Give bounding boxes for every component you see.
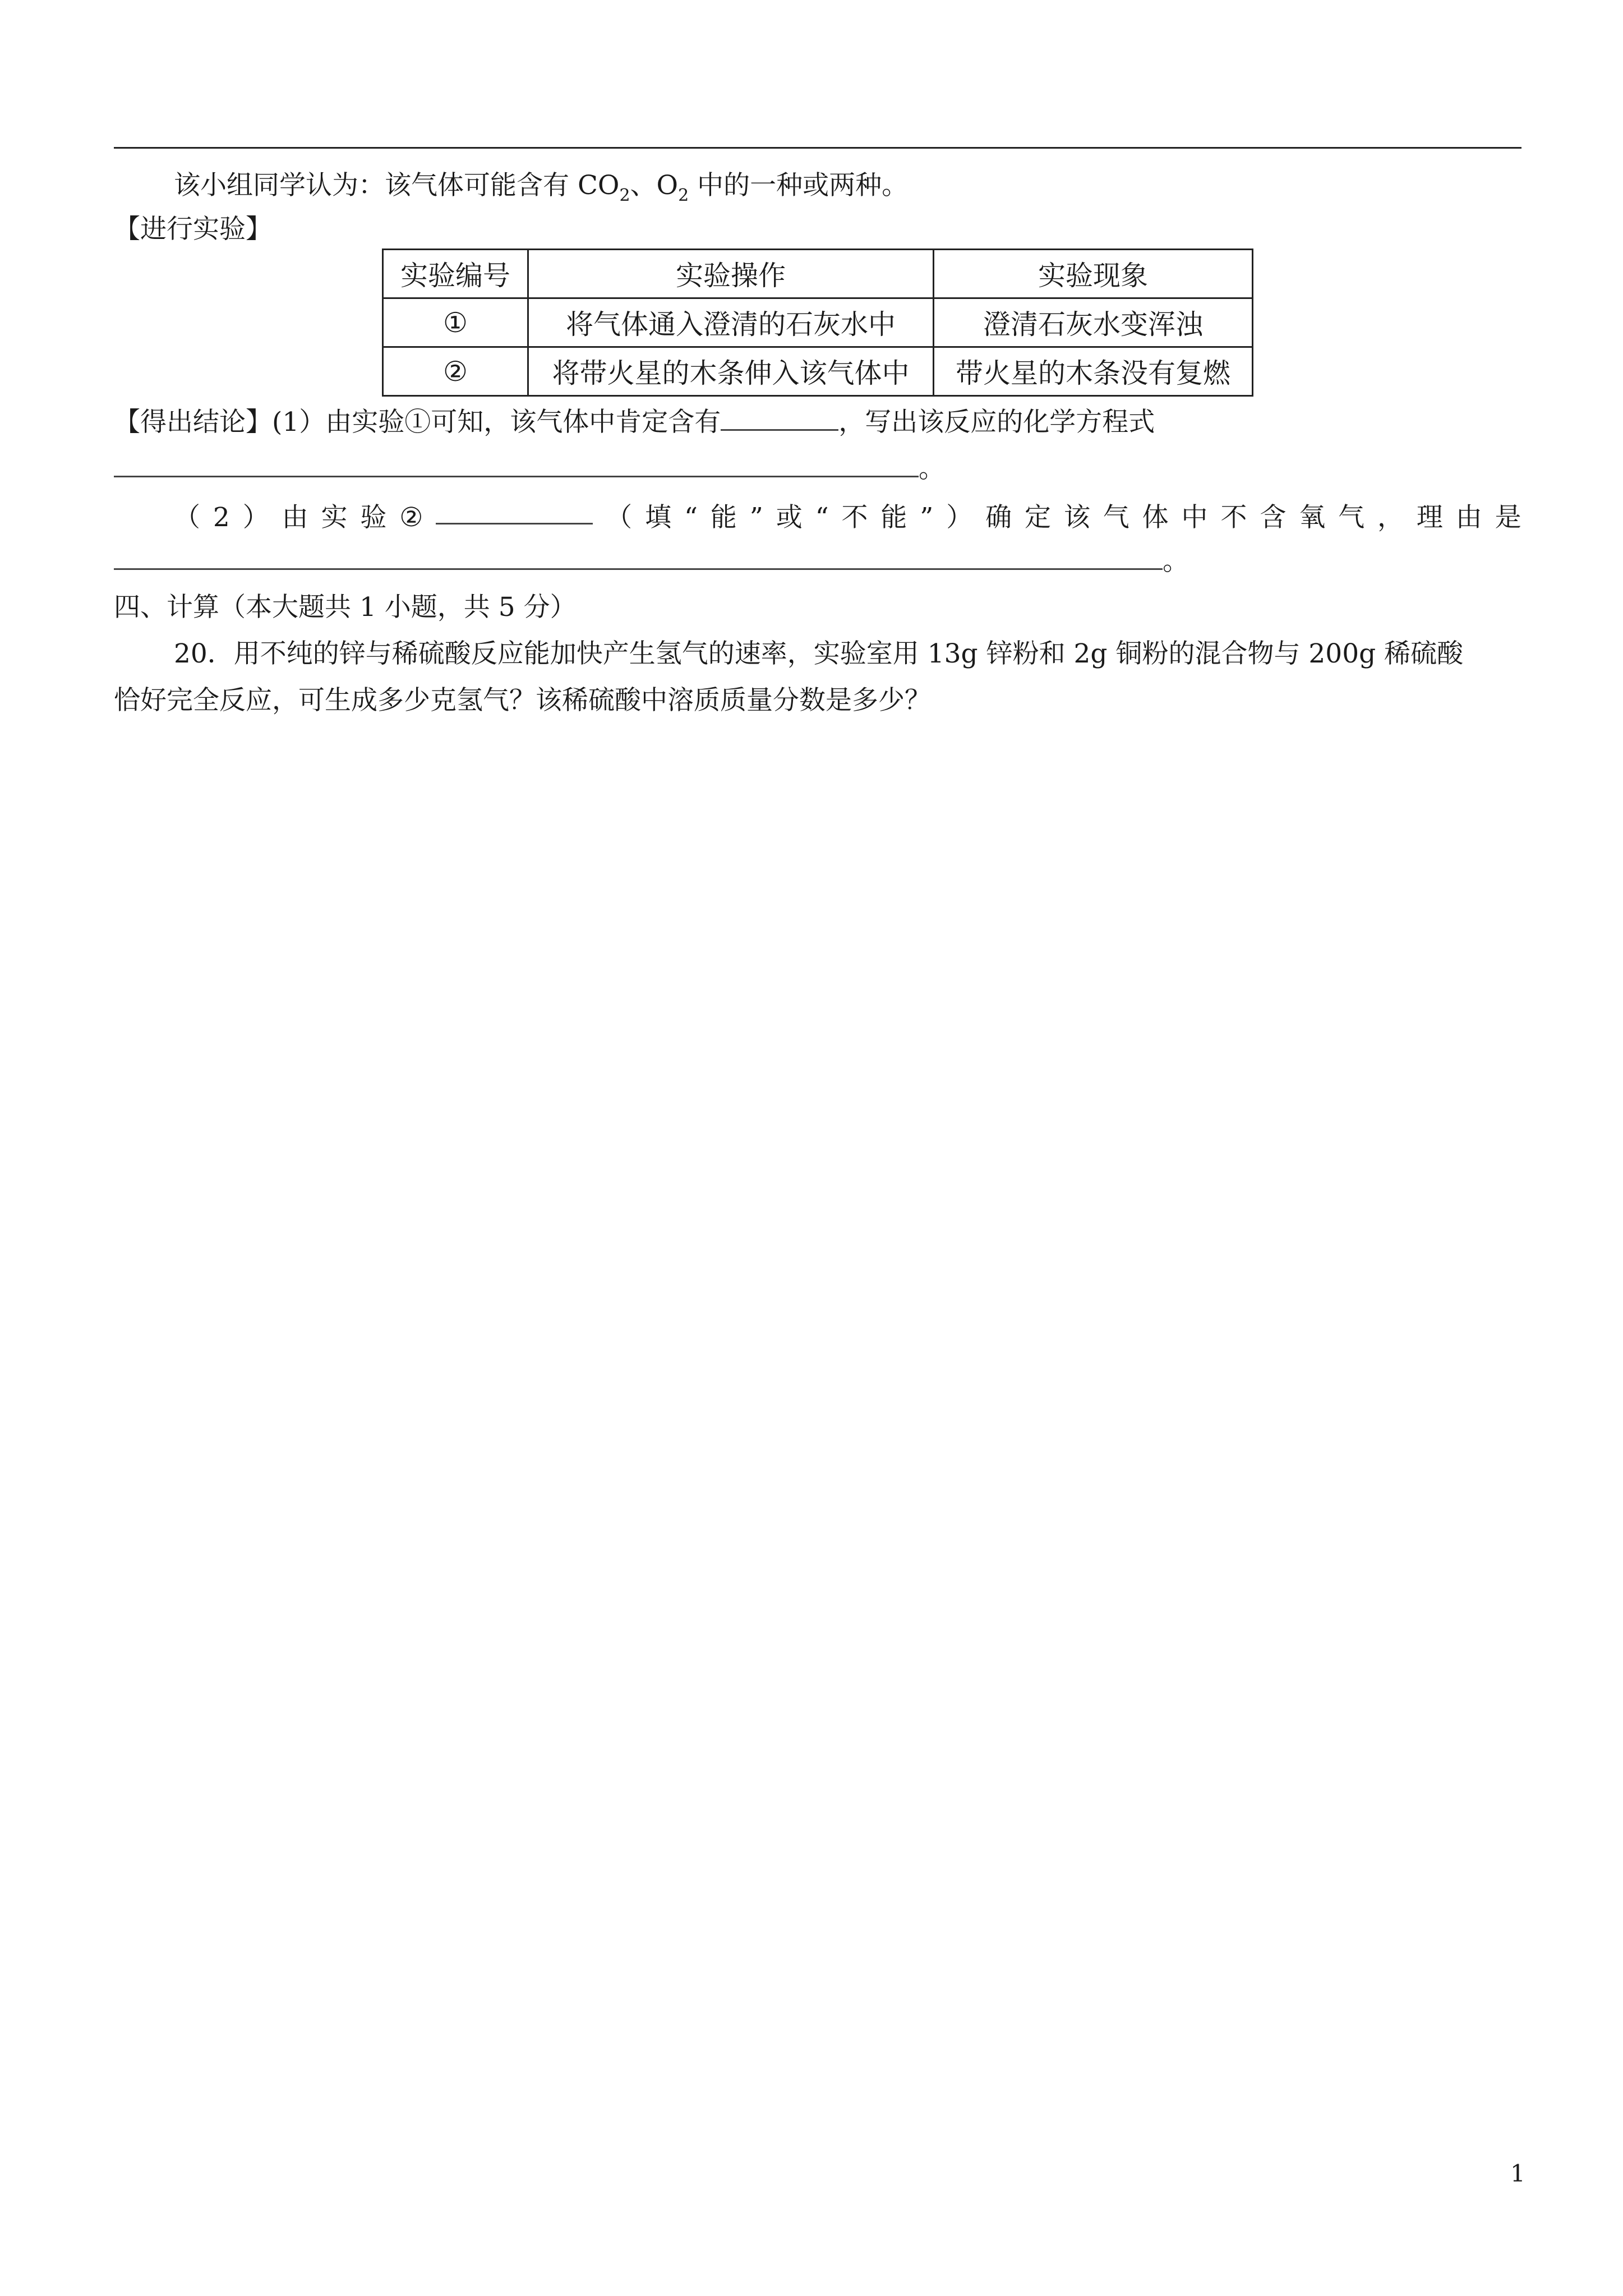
header-cell: 实验现象 — [934, 250, 1253, 298]
table-cell: 带火星的木条没有复燃 — [934, 347, 1253, 396]
table-cell: 将带火星的木条伸入该气体中 — [528, 347, 934, 396]
table-cell: ① — [383, 298, 528, 347]
table-row — [383, 298, 1253, 347]
reason-blank[interactable] — [114, 546, 1163, 570]
table-header-row — [383, 250, 1253, 298]
can-blank[interactable] — [436, 500, 593, 524]
reason-line: 。 — [114, 544, 1189, 579]
header-cell: 实验操作 — [528, 250, 934, 298]
conclusion-line: 【得出结论】(1）由实验①可知，该气体中肯定含有 ，写出该反应的化学方程式 — [114, 407, 1155, 438]
intro-line: 该小组同学认为：该气体可能含有 $CO_2$、$O_2$ 中的一种或两种。 — [174, 170, 909, 205]
q20-line2: 恰好完全反应，可生成多少克氢气？该稀硫酸中溶质质量分数是多少？ — [114, 685, 931, 716]
equation-blank[interactable] — [114, 453, 919, 477]
page-number: 1 — [1510, 2160, 1525, 2187]
q2-line: （ 2 ） 由 实 验 ② （ 填 “ 能 ” 或 “ 不 能 ” ） 确 定 该 气 体 中 不 含 氧 气 ， 理 由 是 — [174, 500, 1521, 535]
section-experiment-heading: 【进行实验】 — [114, 214, 272, 245]
table-cell: ② — [383, 347, 528, 396]
header-rule — [114, 147, 1521, 149]
table-cell: 将气体通入澄清的石灰水中 — [528, 298, 934, 347]
section4-heading: 四、计算（本大题共 1 小题，共 5 分） — [114, 592, 577, 623]
header-cell: 实验编号 — [383, 250, 528, 298]
table-row — [383, 347, 1253, 396]
q20-line1: 20．用不纯的锌与稀硫酸反应能加快产生氢气的速率，实验室用 13g 锌粉和 2g 铜粉的混合物与 200g 稀硫酸 — [174, 638, 1464, 669]
table-cell: 澄清石灰水变浑浊 — [934, 298, 1253, 347]
equation-line: 。 — [114, 452, 945, 486]
experiment-table — [382, 249, 1253, 397]
answer-blank[interactable] — [721, 407, 838, 431]
